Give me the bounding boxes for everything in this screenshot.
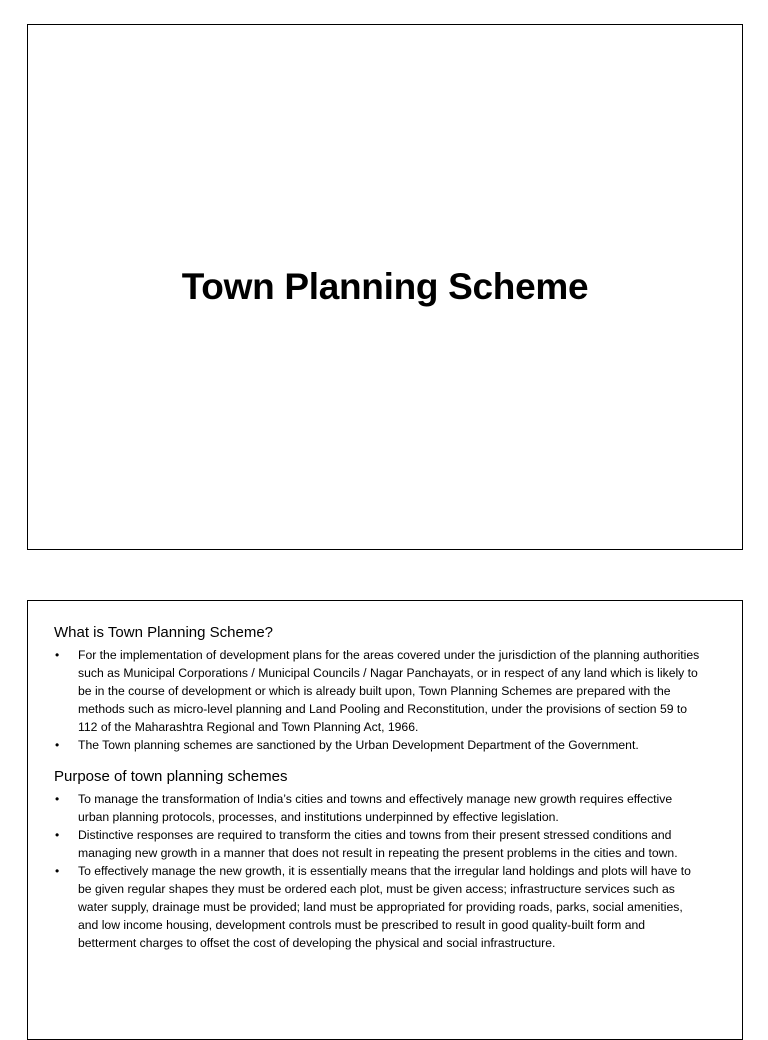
bullet-text: For the implementation of development plans for the areas covered under the jurisdiction of the planning authorities such as Municipal Corporations / Municipal Councils / Nagar Panchayats, or in respect of any land which is likely to be in the course of development or which is already built upon, Town Planning Schemes are prepared with the methods such as micro-level planning and Land Pooling and Reconstitution, under the provisions of section 59 to 112 of the Maharashtra Regional and Town Planning Act, 1966. (78, 648, 700, 734)
bullet-icon: • (55, 738, 60, 752)
section-heading-purpose: Purpose of town planning schemes (54, 768, 288, 785)
bullet-text: The Town planning schemes are sanctioned by the Urban Development Department of the Government. (78, 738, 639, 752)
list-item (54, 826, 704, 862)
list-item (54, 790, 704, 826)
bullet-icon: • (55, 864, 60, 878)
bullet-icon: • (55, 648, 60, 662)
title-slide (27, 24, 743, 550)
list-item (54, 736, 704, 754)
bullet-text: To effectively manage the new growth, it is essentially means that the irregular land holdings and plots will have to be given regular shapes they must be ordered each plot, must be given access; infrastructure services such as water supply, drainage must be provided; land must be appropriated for providing roads, parks, social amenities, and low income housing, development controls must be prescribed to result in good quality-built form and betterment charges to offset the cost of developing the physical and social infrastructure. (78, 864, 691, 950)
slide-title: Town Planning Scheme (181, 266, 589, 307)
bullet-icon: • (55, 828, 60, 842)
bullet-list-purpose (54, 790, 704, 952)
bullet-icon: • (55, 792, 60, 806)
bullet-list-what-is (54, 646, 704, 754)
section-heading-what-is: What is Town Planning Scheme? (54, 624, 274, 641)
list-item (54, 862, 704, 952)
bullet-text: To manage the transformation of India’s cities and towns and effectively manage new growth requires effective urban planning protocols, processes, and institutions underpinned by effective legislation. (78, 792, 673, 824)
list-item (54, 646, 704, 736)
content-slide (27, 600, 743, 1040)
bullet-text: Distinctive responses are required to transform the cities and towns from their present stressed conditions and managing new growth in a manner that does not result in repeating the present problems in the cities and town. (78, 828, 678, 860)
